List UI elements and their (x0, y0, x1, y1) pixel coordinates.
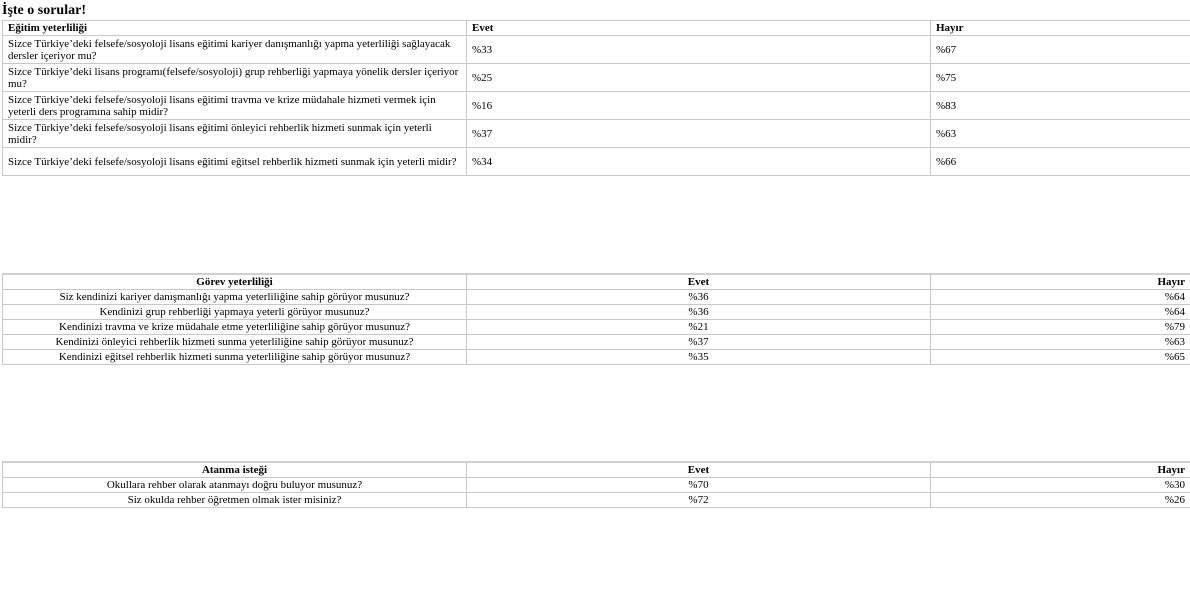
column-header-question: Atanma isteği (3, 462, 467, 478)
evet-cell: %33 (467, 36, 931, 64)
evet-cell: %21 (467, 320, 931, 335)
hayir-cell: %67 (931, 36, 1190, 64)
hayir-cell: %63 (931, 335, 1190, 350)
evet-cell: %72 (467, 493, 931, 508)
hayir-cell: %79 (931, 320, 1190, 335)
evet-cell: %37 (467, 120, 931, 148)
table-row (3, 493, 1190, 508)
column-header-question: Eğitim yeterliliği (3, 21, 467, 36)
egitim-yeterliligi-table (2, 20, 1190, 176)
column-header-hayir: Hayır (931, 274, 1190, 290)
question-cell: Kendinizi travma ve krize müdahale etme yeterliliğine sahip görüyor musunuz? (3, 320, 467, 335)
column-header-evet: Evet (467, 21, 931, 36)
table-row (3, 320, 1190, 335)
gorev-yeterliligi-table (2, 273, 1190, 365)
question-cell: Sizce Türkiye’deki felsefe/sosyoloji lisans eğitimi kariyer danışmanlığı yapma yeterliliği sağlayacak dersler içeriyor mu? (3, 36, 467, 64)
evet-cell: %36 (467, 290, 931, 305)
table-row (3, 120, 1190, 148)
table-row (3, 64, 1190, 92)
table-row (3, 92, 1190, 120)
column-header-evet: Evet (467, 274, 931, 290)
question-cell: Sizce Türkiye’deki lisans programı(felsefe/sosyoloji) grup rehberliği yapmaya yönelik dersler içeriyor mu? (3, 64, 467, 92)
evet-cell: %16 (467, 92, 931, 120)
column-header-question: Görev yeterliliği (3, 274, 467, 290)
column-header-hayir: Hayır (931, 21, 1190, 36)
table-row (3, 350, 1190, 365)
question-cell: Sizce Türkiye’deki felsefe/sosyoloji lisans eğitimi eğitsel rehberlik hizmeti sunmak için yeterli midir? (3, 148, 467, 176)
table-row (3, 148, 1190, 176)
question-cell: Siz okulda rehber öğretmen olmak ister misiniz? (3, 493, 467, 508)
question-cell: Sizce Türkiye’deki felsefe/sosyoloji lisans eğitimi önleyici rehberlik hizmeti sunmak için yeterli midir? (3, 120, 467, 148)
table-header-row (3, 274, 1190, 290)
hayir-cell: %63 (931, 120, 1190, 148)
evet-cell: %25 (467, 64, 931, 92)
hayir-cell: %83 (931, 92, 1190, 120)
question-cell: Siz kendinizi kariyer danışmanlığı yapma yeterliliğine sahip görüyor musunuz? (3, 290, 467, 305)
evet-cell: %36 (467, 305, 931, 320)
question-cell: Okullara rehber olarak atanmayı doğru buluyor musunuz? (3, 478, 467, 493)
hayir-cell: %64 (931, 305, 1190, 320)
table-row (3, 290, 1190, 305)
hayir-cell: %75 (931, 64, 1190, 92)
evet-cell: %70 (467, 478, 931, 493)
atanma-istegi-table (2, 461, 1190, 508)
question-cell: Sizce Türkiye’deki felsefe/sosyoloji lisans eğitimi travma ve krize müdahale hizmeti vermek için yeterli ders programına sahip midir? (3, 92, 467, 120)
question-cell: Kendinizi önleyici rehberlik hizmeti sunma yeterliliğine sahip görüyor musunuz? (3, 335, 467, 350)
evet-cell: %34 (467, 148, 931, 176)
column-header-evet: Evet (467, 462, 931, 478)
table-row (3, 305, 1190, 320)
page-title: İşte o sorular! (2, 3, 86, 18)
hayir-cell: %64 (931, 290, 1190, 305)
hayir-cell: %65 (931, 350, 1190, 365)
hayir-cell: %26 (931, 493, 1190, 508)
table-row (3, 335, 1190, 350)
table-row (3, 478, 1190, 493)
question-cell: Kendinizi eğitsel rehberlik hizmeti sunma yeterliliğine sahip görüyor musunuz? (3, 350, 467, 365)
hayir-cell: %66 (931, 148, 1190, 176)
table-header-row (3, 462, 1190, 478)
evet-cell: %37 (467, 335, 931, 350)
evet-cell: %35 (467, 350, 931, 365)
question-cell: Kendinizi grup rehberliği yapmaya yeterli görüyor musunuz? (3, 305, 467, 320)
table-row (3, 36, 1190, 64)
hayir-cell: %30 (931, 478, 1190, 493)
column-header-hayir: Hayır (931, 462, 1190, 478)
table-header-row (3, 21, 1190, 36)
